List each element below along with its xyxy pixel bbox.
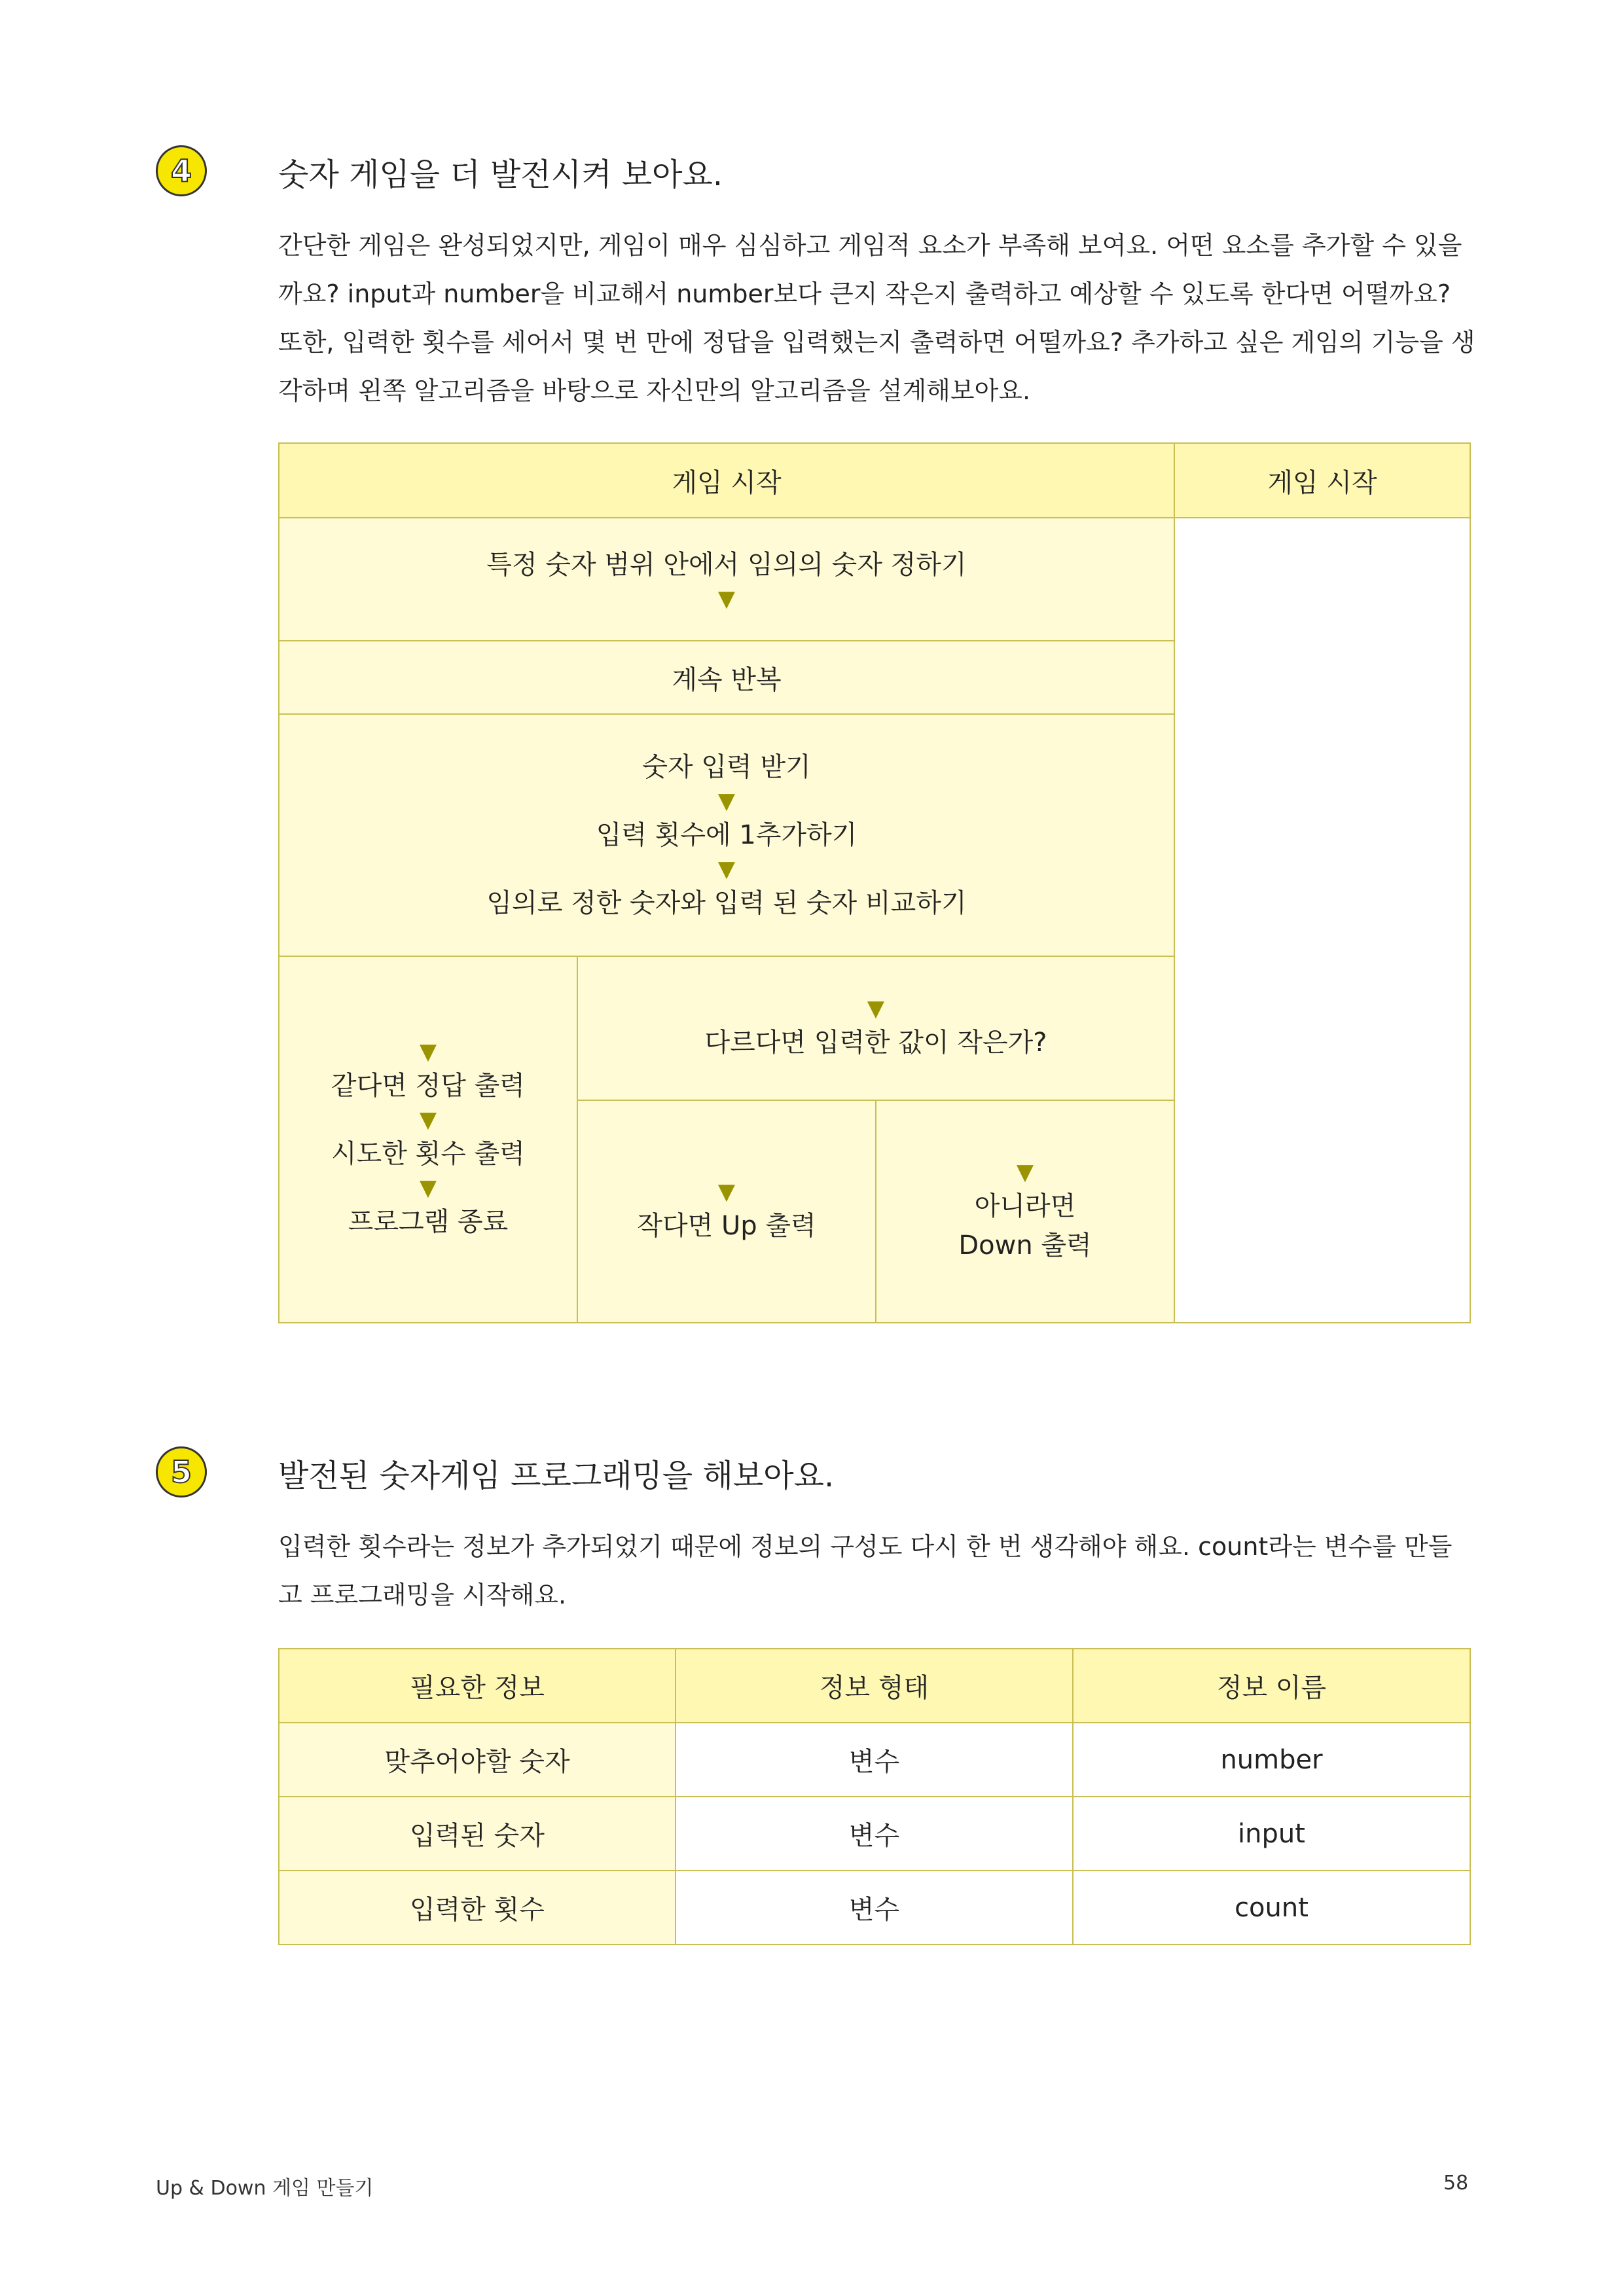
down-arrow-icon: ▼: [419, 1175, 437, 1201]
down-arrow-icon: ▼: [717, 586, 736, 612]
section-4-badge: 4: [156, 145, 207, 196]
info-header-cell: 정보 형태: [676, 1649, 1073, 1723]
info-name-cell: count: [1073, 1871, 1470, 1945]
info-label-cell: 맞추어야할 숫자: [279, 1723, 676, 1797]
table-row: [279, 1871, 1470, 1945]
info-name-cell: input: [1073, 1797, 1470, 1871]
else-label: 아니라면: [974, 1191, 1076, 1221]
down-arrow-icon: ▼: [717, 856, 736, 882]
algorithm-input-steps: [279, 714, 1174, 956]
branch-else: [876, 1100, 1174, 1323]
page-number: 58: [1443, 2172, 1469, 2195]
section-5-paragraph: 입력한 횟수라는 정보가 추가되었기 때문에 정보의 구성도 다시 한 번 생각해야 해요. count라는 변수를 만들고 프로그래밍을 시작해요.: [278, 1532, 1453, 1609]
down-arrow-icon: ▼: [717, 788, 736, 814]
table-row: [279, 1723, 1470, 1797]
branch-equal: [279, 956, 577, 1323]
down-arrow-icon: ▼: [1016, 1159, 1034, 1185]
info-label-cell: 입력된 숫자: [279, 1797, 676, 1871]
info-header-cell: 정보 이름: [1073, 1649, 1470, 1723]
algorithm-table: [278, 442, 1471, 1323]
step-random-label: 특정 숫자 범위 안에서 임의의 숫자 정하기: [486, 550, 967, 580]
equal-output-label: 같다면 정답 출력: [331, 1071, 525, 1101]
table-row: [279, 1797, 1470, 1871]
down-arrow-icon: ▼: [419, 1039, 437, 1065]
up-output-label: 작다면 Up 출력: [637, 1211, 816, 1241]
section-5-title: 발전된 숫자게임 프로그래밍을 해보아요.: [278, 1458, 835, 1494]
program-end-label: 프로그램 종료: [348, 1207, 509, 1237]
info-table: [278, 1648, 1471, 1945]
info-type-cell: 변수: [676, 1797, 1073, 1871]
section-4-title: 숫자 게임을 더 발전시켜 보아요.: [278, 156, 723, 193]
info-header-cell: 필요한 정보: [279, 1649, 676, 1723]
step-input-label: 숫자 입력 받기: [642, 752, 811, 782]
step-compare-label: 임의로 정한 숫자와 입력 된 숫자 비교하기: [486, 888, 967, 918]
info-name-cell: number: [1073, 1723, 1470, 1797]
step-count-label: 입력 횟수에 1추가하기: [596, 820, 857, 850]
down-output-label: Down 출력: [958, 1230, 1092, 1261]
down-arrow-icon: ▼: [717, 1179, 736, 1205]
down-arrow-icon: ▼: [867, 996, 885, 1022]
algorithm-header-left: 게임 시작: [279, 443, 1174, 518]
info-label-cell: 입력한 횟수: [279, 1871, 676, 1945]
design-area: [1174, 518, 1470, 1323]
section-5-badge: 5: [156, 1446, 207, 1498]
section-4-paragraph: 간단한 게임은 완성되었지만, 게임이 매우 심심하고 게임적 요소가 부족해 보여요. 어떤 요소를 추가할 수 있을까요? input과 number을 비교해서 number보다 큰지 작은지 출력하고 예상할 수 있도록 한다면 어떨까요? 또한, 입력한 횟수를 세어서 몇 번 만에 정답을 입력했는지 출력하면 어떨까요? 추가하고 싶은 게임의 기능을 생각하며 왼쪽 알고리즘을 바탕으로 자신만의 알고리즘을 설계해보아요.: [278, 231, 1475, 405]
branch-smaller: [577, 1100, 876, 1323]
algorithm-step-random: [279, 518, 1174, 641]
algorithm-header-right: 게임 시작: [1174, 443, 1470, 518]
info-type-cell: 변수: [676, 1723, 1073, 1797]
branch-different: [577, 956, 1174, 1100]
different-label: 다르다면 입력한 값이 작은가?: [704, 1028, 1047, 1058]
footer-title: Up & Down 게임 만들기: [156, 2177, 374, 2200]
algorithm-loop: 계속 반복: [279, 641, 1174, 714]
attempts-output-label: 시도한 횟수 출력: [331, 1139, 525, 1169]
info-type-cell: 변수: [676, 1871, 1073, 1945]
down-arrow-icon: ▼: [419, 1107, 437, 1133]
